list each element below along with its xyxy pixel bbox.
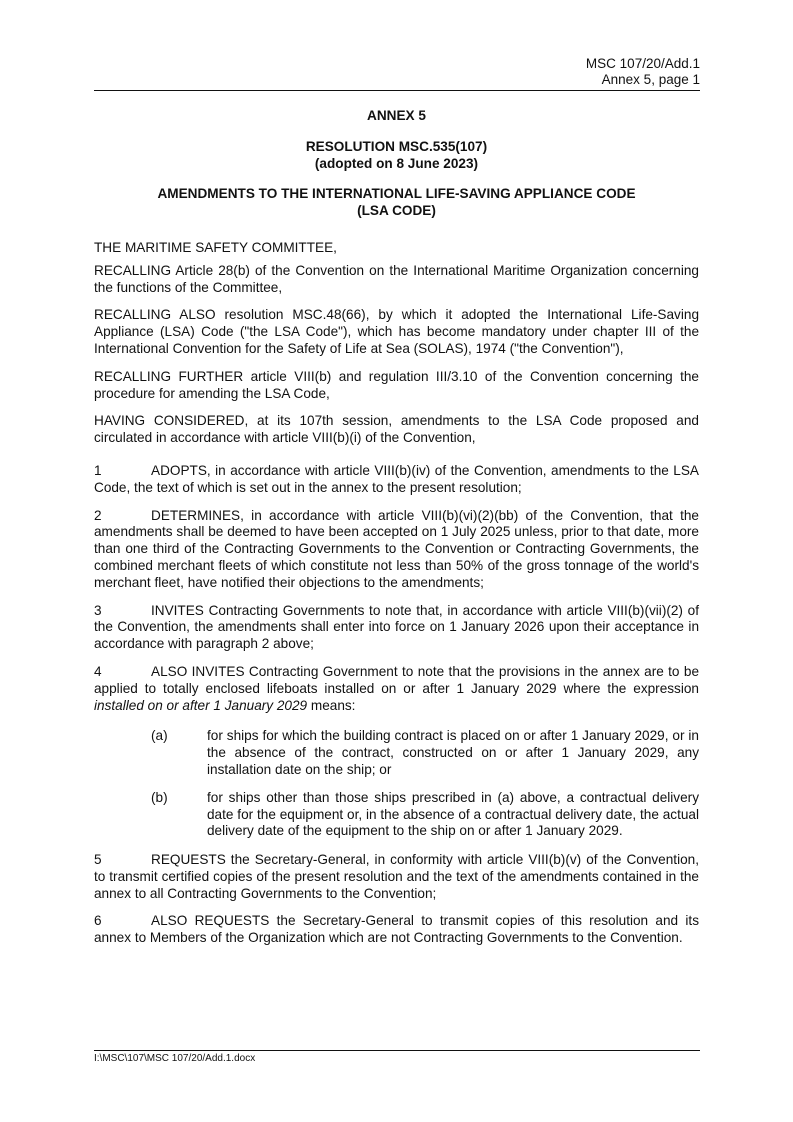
operative-paragraph-2	[94, 508, 699, 592]
paragraph-number: 3	[94, 602, 102, 618]
paragraph-text: INVITES Contracting Governments to note that, in accordance with article VIII(b)(vii)(2) of the Convention, the amendments shall enter into force on 1 January 2026 upon their acceptance in accordance with paragraph 2 above;	[94, 602, 699, 652]
subitem-label: (b)	[151, 789, 168, 805]
paragraph-number: 2	[94, 507, 102, 523]
paragraph-number: 4	[94, 663, 102, 679]
preamble-recalling-further: RECALLING FURTHER article VIII(b) and regulation III/3.10 of the Convention concerning the procedure for amending the LSA Code,	[94, 368, 699, 401]
paragraph-text: ALSO INVITES Contracting Government to note that the provisions in the annex are to be applied to totally enclosed lifeboats installed on or after 1 January 2029 where the expression	[94, 663, 699, 696]
title-line-1: AMENDMENTS TO THE INTERNATIONAL LIFE-SAVING APPLIANCE CODE	[157, 186, 636, 202]
operative-paragraph-6	[94, 913, 699, 947]
footer-divider	[94, 1050, 700, 1051]
paragraph-text: REQUESTS the Secretary-General, in conformity with article VIII(b)(v) of the Convention, to transmit certified copies of the present resolution and the text of the amendments contained in the annex to all Contracting Governments to the Convention;	[94, 852, 699, 901]
paragraph-text: ADOPTS, in accordance with article VIII(b)(iv) of the Convention, amendments to the LSA Code, the text of which is set out in the annex to the present resolution;	[94, 462, 699, 495]
paragraph-text-end: means:	[307, 697, 356, 713]
subitem-text: for ships for which the building contract is placed on or after 1 January 2029, or in the absence of the contract, constructed on or after 1 January 2029, any installation date on the ship; or	[207, 728, 699, 777]
subitem-a	[94, 728, 699, 778]
paragraph-number: 6	[94, 913, 102, 929]
document-reference: MSC 107/20/Add.1	[585, 56, 700, 71]
subitem-text: for ships other than those ships prescribed in (a) above, a contractual delivery date for the equipment or, in the absence of a contractual delivery date, the actual delivery date of the equipment to the ship on or after 1 January 2029.	[207, 789, 699, 839]
operative-paragraph-1	[94, 463, 699, 497]
resolution-title	[94, 186, 699, 220]
resolution-number: RESOLUTION MSC.535(107)	[305, 138, 488, 154]
preamble-committee: THE MARITIME SAFETY COMMITTEE,	[94, 239, 337, 255]
italic-term: installed on or after 1 January 2029	[94, 697, 308, 713]
paragraph-number: 1	[94, 462, 102, 478]
header-divider	[94, 90, 700, 91]
preamble-recalling-also: RECALLING ALSO resolution MSC.48(66), by which it adopted the International Life-Saving Appliance (LSA) Code ("the LSA Code"), which has become mandatory under chapter III of the International Convention for the Safety of Life at Sea (SOLAS), 1974 ("the Convention"),	[94, 307, 699, 356]
subitem-b	[94, 790, 699, 840]
paragraph-text: ALSO REQUESTS the Secretary-General to transmit copies of this resolution and its annex to Members of the Organization which are not Contracting Governments to the Convention.	[94, 913, 699, 946]
subitem-label: (a)	[151, 728, 168, 744]
page-reference: Annex 5, page 1	[601, 72, 700, 87]
operative-paragraph-4	[94, 664, 699, 714]
annex-heading: ANNEX 5	[367, 108, 426, 123]
preamble-having-considered: HAVING CONSIDERED, at its 107th session, amendments to the LSA Code proposed and circulated in accordance with article VIII(b)(i) of the Convention,	[94, 413, 699, 446]
adoption-date: (adopted on 8 June 2023)	[314, 155, 479, 171]
title-line-2: (LSA CODE)	[357, 203, 436, 219]
preamble-recalling: RECALLING Article 28(b) of the Convention on the International Maritime Organization concerning the functions of the Committee,	[94, 262, 699, 295]
paragraph-number: 5	[94, 852, 102, 868]
resolution-heading	[94, 139, 699, 173]
document-body	[94, 108, 699, 958]
page-header	[94, 56, 700, 88]
operative-paragraph-5	[94, 852, 699, 902]
operative-paragraph-3	[94, 603, 699, 653]
paragraph-text: DETERMINES, in accordance with article VIII(b)(vi)(2)(bb) of the Convention, that the amendments shall be deemed to have been accepted on 1 July 2025 unless, prior to that date, more than one third of the Contracting Governments to the Convention or Contracting Governments, the combined merchant fleets of which constitute not less than 50% of the gross tonnage of the world's merchant fleet, have notified their objections to the amendments;	[94, 507, 699, 590]
file-path-footer: I:\MSC\107\MSC 107/20/Add.1.docx	[94, 1053, 256, 1064]
